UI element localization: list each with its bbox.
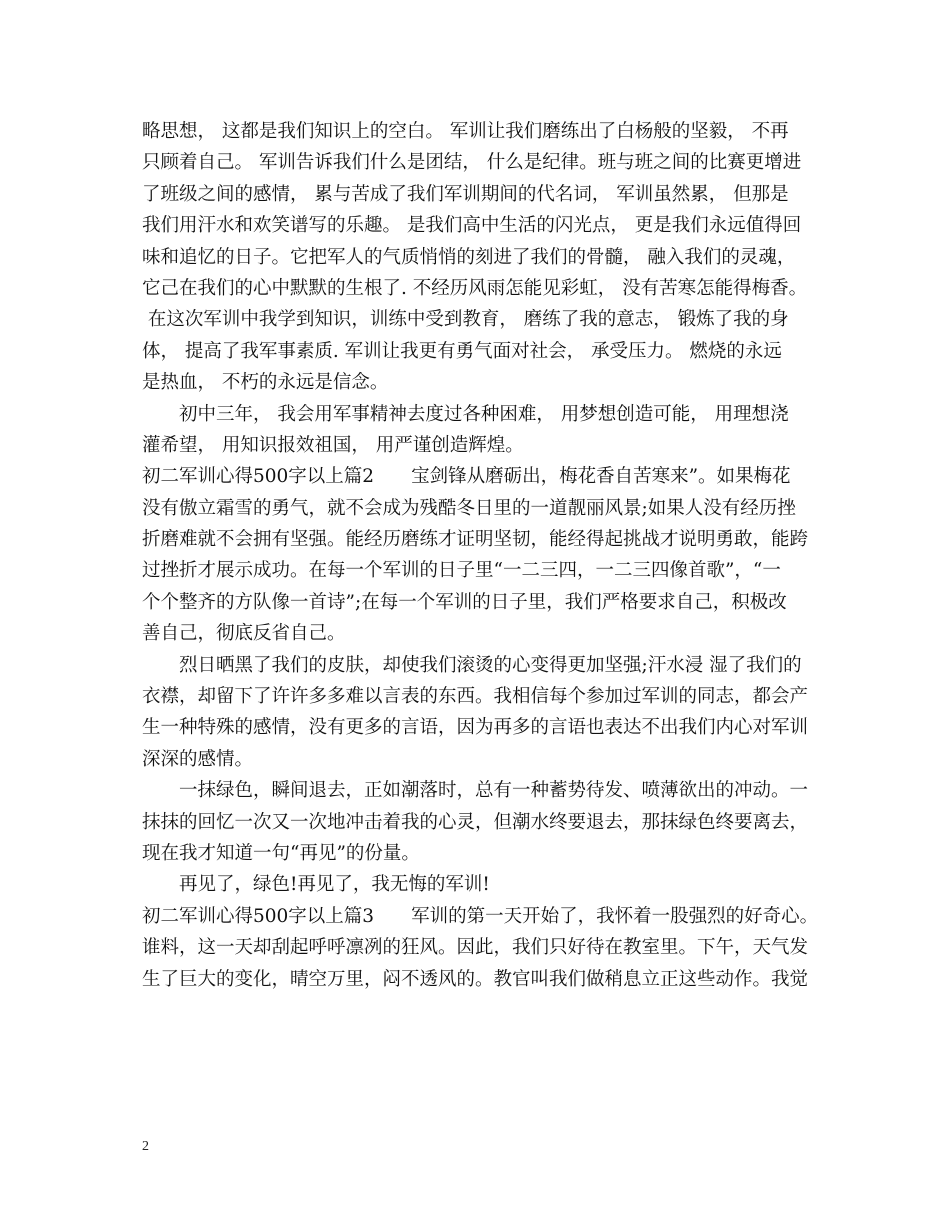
text-line: 体， 提高了我军事素质. 军训让我更有勇气面对社会， 承受压力。 燃烧的永远 bbox=[142, 340, 782, 362]
section-heading-line: 初二军训心得500字以上篇2 宝剑锋从磨砺出，梅花香自苦寒来”。如果梅花 bbox=[142, 466, 791, 488]
text-line: 衣襟，却留下了许许多多难以言表的东西。我相信每个参加过军训的同志，都会产 bbox=[142, 686, 809, 708]
text-line: 了班级之间的感情， 累与苦成了我们军训期间的代名词， 军训虽然累， 但那是 bbox=[142, 183, 789, 205]
text-line: 只顾着自己。 军训告诉我们什么是团结， 什么是纪律。班与班之间的比赛更增进 bbox=[142, 152, 802, 174]
text-line: 它己在我们的心中默默的生根了. 不经历风雨怎能见彩虹， 没有苦寒怎能得梅香。 bbox=[142, 277, 808, 299]
text-line: 谁料，这一天却刮起呼呼凛冽的狂风。因此，我们只好待在教室里。下午，天气发 bbox=[142, 937, 809, 959]
text-line: 折磨难就不会拥有坚强。能经历磨练才证明坚韧，能经得起挑战才说明勇敢，能跨 bbox=[142, 529, 809, 551]
text-line: 灌希望， 用知识报效祖国， 用严谨创造辉煌。 bbox=[142, 434, 524, 456]
text-line: 是热血， 不朽的永远是信念。 bbox=[142, 372, 389, 394]
text-line: 深深的感情。 bbox=[142, 748, 254, 770]
body-text bbox=[142, 116, 832, 995]
text-line: 我们用汗水和欢笑谱写的乐趣。 是我们高中生活的闪光点， 更是我们永远值得回 bbox=[142, 215, 802, 237]
text-line: 再见了，绿色!再见了，我无悔的军训! bbox=[142, 874, 490, 896]
text-line: 初中三年， 我会用军事精神去度过各种困难， 用梦想创造可能， 用理想浇 bbox=[142, 403, 789, 425]
text-line: 现在我才知道一句“再见”的份量。 bbox=[142, 842, 420, 864]
section-heading-line: 初二军训心得500字以上篇3 军训的第一天开始了，我怀着一股强烈的好奇心。 bbox=[142, 905, 819, 927]
text-line: 善自己，彻底反省自己。 bbox=[142, 623, 346, 645]
text-line: 味和追忆的日子。它把军人的气质悄悄的刻进了我们的骨髓， 融入我们的灵魂， bbox=[142, 246, 796, 268]
text-line: 过挫折才展示成功。在每一个军训的日子里“一二三四，一二三四像首歌”，“一 bbox=[142, 560, 781, 582]
text-line: 生了巨大的变化，晴空万里，闷不透风的。教官叫我们做稍息立正这些动作。我觉 bbox=[142, 968, 809, 990]
text-line: 在这次军训中我学到知识，训练中受到教育， 磨练了我的意志， 锻炼了我的身 bbox=[142, 309, 789, 331]
text-line: 略思想， 这都是我们知识上的空白。 军训让我们磨练出了白杨般的坚毅， 不再 bbox=[142, 121, 789, 142]
text-line: 个个整齐的方队像一首诗”;在每一个军训的日子里，我们严格要求自己，积极改 bbox=[142, 591, 787, 613]
text-line: 生一种特殊的感情，没有更多的言语，因为再多的言语也表达不出我们内心对军训 bbox=[142, 717, 809, 739]
text-line: 烈日晒黑了我们的皮肤，却使我们滚烫的心变得更加坚强;汗水浸 湿了我们的 bbox=[142, 654, 802, 676]
text-line: 一抹绿色，瞬间退去，正如潮落时，总有一种蓄势待发、喷薄欲出的冲动。一 bbox=[142, 780, 809, 802]
text-line: 没有傲立霜雪的勇气，就不会成为残酷冬日里的一道靓丽风景;如果人没有经历挫 bbox=[142, 497, 796, 519]
page-number: 2 bbox=[142, 1139, 149, 1154]
text-line: 抹抹的回忆一次又一次地冲击着我的心灵，但潮水终要退去，那抹绿色终要离去， bbox=[142, 811, 809, 833]
